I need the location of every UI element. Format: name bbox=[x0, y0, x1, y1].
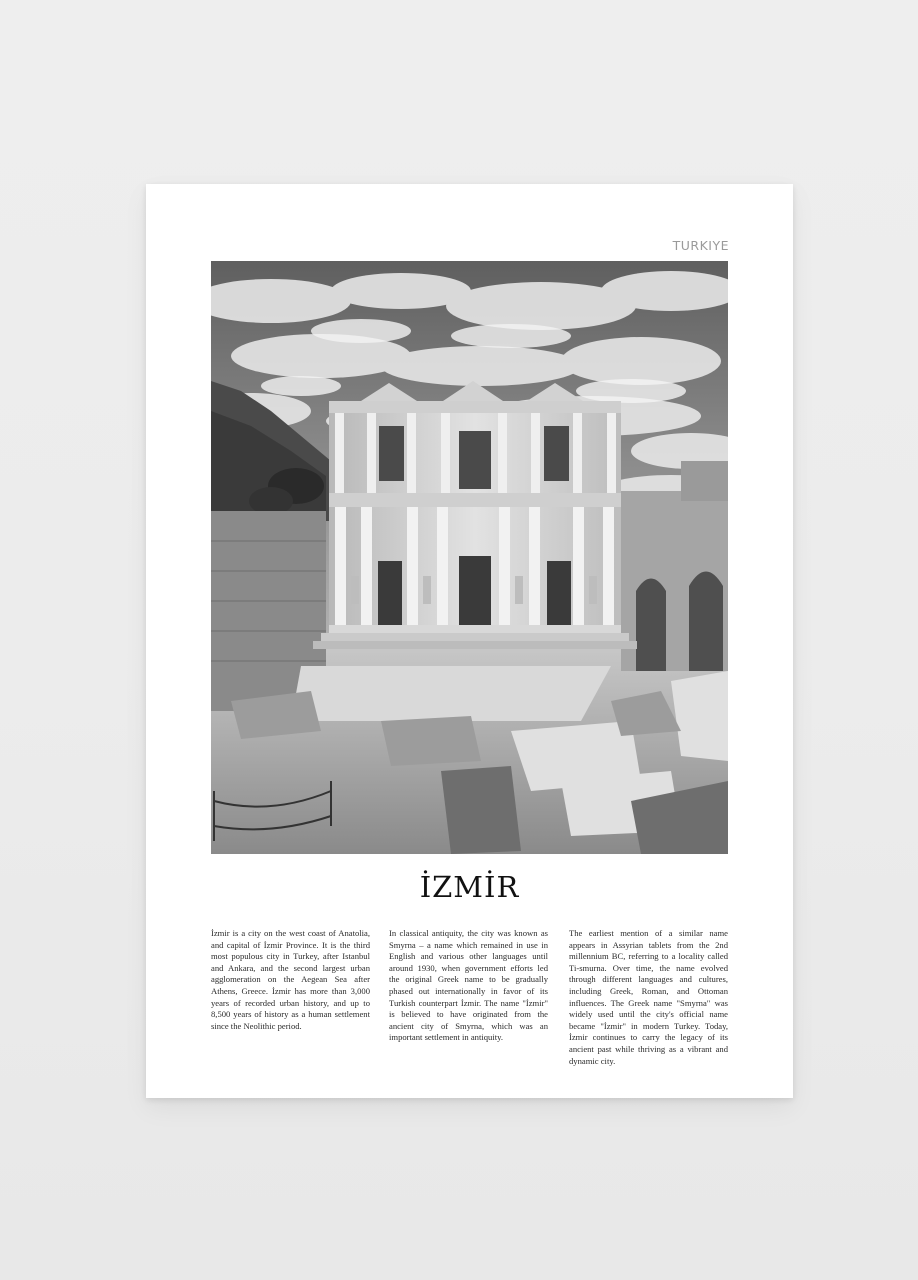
library-of-celsus-illustration bbox=[211, 261, 728, 854]
poster bbox=[146, 184, 793, 1098]
description-column-2: In classical antiquity, the city was known as Smyrna – a name which remained in use in English and various other languages until around 1930, when government efforts led the original Greek name to be gradually phased out internationally in favor of its Turkish counterpart İzmir. The name "İzmir" is believed to have originated from the ancient city of Smyrna, which was an important settlement in antiquity. bbox=[389, 928, 548, 1043]
description-column-1: İzmir is a city on the west coast of Anatolia, and capital of İzmir Province. It is the third most populous city in Turkey, after Istanbul and Ankara, and the second largest urban agglomeration on the Aegean Sea after Athens, Greece. İzmir has more than 3,000 years of recorded urban history, and up to 8,500 years of history as a human settlement since the Neolithic period. bbox=[211, 928, 370, 1031]
city-title: İZMİR bbox=[419, 870, 520, 904]
country-label: TURKIYE bbox=[672, 238, 729, 253]
city-photo bbox=[211, 261, 728, 854]
description-column-3: The earliest mention of a similar name appears in Assyrian tablets from the 2nd millennium BC, referring to a locality called Ti-smurna. Over time, the name evolved through different languages and cultures, including Greek, Roman, and Ottoman influences. The Greek name "Smyrna" was widely used until the city's official name became "İzmir" in modern Turkey. Today, İzmir continues to carry the legacy of its ancient past while thriving as a vibrant and dynamic city. bbox=[569, 928, 728, 1066]
